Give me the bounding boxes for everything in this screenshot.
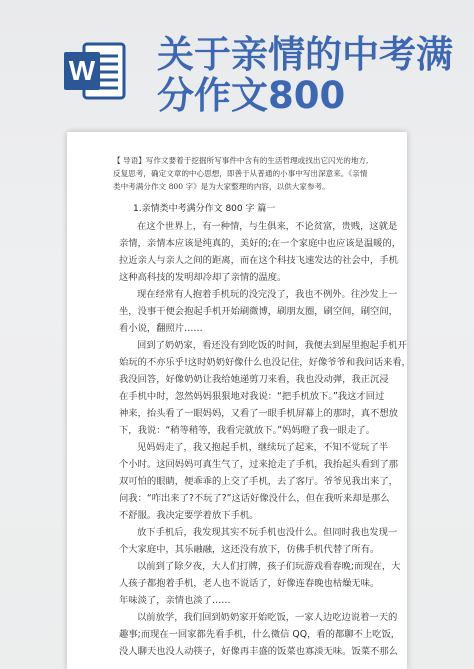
document-preview (67, 132, 411, 669)
page-title-line-1: 关于亲情的中考满 (157, 33, 453, 76)
essay-line: 现在经常有人抱着手机玩的没完没了，我也不例外。往沙发上一 (137, 289, 398, 300)
essay-line: 在这个世界上，有一种情，与生俱来，不论贫富，贵贱，这就是 (137, 221, 398, 232)
page-title-line-2: 分作文800 (157, 74, 346, 117)
essay-line: 以前放学，我们回到奶奶家开始吃饭，一家人边吃边说着一天的 (137, 612, 398, 623)
essay-line: 回到了奶奶家，看还没有到吃饭的时间，我便去到屋里抱起手机开 (137, 340, 407, 351)
header (0, 0, 474, 120)
section-heading: 1.亲情类中考满分作文 800 字 篇一 (133, 204, 276, 214)
essay-line: 双可怕的眼睛，便乖乖的上交了手机，去了客厅。爷爷见我出来了， (119, 476, 398, 487)
essay-body (119, 218, 411, 660)
essay-line: 放下手机后，我发现其实不玩手机也没什么。但同时我也发现一 (137, 527, 398, 538)
essay-line: 人孩子都抱着手机，老人也不说话了，好像连春晚也枯燥无味。 (119, 578, 380, 589)
essay-line: 看小说，翻照片…… (119, 323, 203, 334)
essay-line: 我没回答，好像奶奶让我给她递剪刀来看，我也没动弹，我正沉浸 (119, 374, 389, 385)
essay-line: 始玩的不亦乐乎!这时奶奶好像什么也没记住，好像爷爷和我问话来看， (119, 357, 411, 368)
guide-line: 反复思考，确定文章的中心思想，即善于从普通的小事中写出深意来。《亲情 (113, 169, 368, 178)
essay-line: 没人聊天也没人动筷子，好像再丰盛的饭菜也寡淡无味。饭菜不那么 (119, 646, 398, 657)
essay-line: 问我：“咋出来了?不玩了?”这话好像没什么，但在我听来却是那么 (119, 493, 390, 504)
essay-line: 亲情，亲情本应该是纯真的，美好的;在一个家庭中也应该是温暖的， (119, 238, 402, 249)
essay-line: 以前到了除夕夜，大人们打牌，孩子们玩游戏看春晚;而现在，大 (137, 561, 401, 572)
essay-line: 在手机中时，忽然妈妈狠狠地对我说：“把手机放下。”我这才回过 (119, 391, 385, 402)
essay-line: 不舒服。我决定要学着放下手机。 (119, 510, 259, 521)
essay-line: 这种高科技的发明却冷却了亲情的温度。 (119, 272, 287, 283)
guide-line: 类中考满分作文 800 字》是为大家整理的内容，以供大家参考。 (113, 182, 330, 191)
word-document-icon (62, 38, 128, 104)
guide-line: 【 导语】写作文要着于挖掘所写事件中含有的生活哲理或找出它闪光的地方, (113, 156, 369, 165)
essay-line: 个大家庭中，其乐融融，这还没有放下，仿佛手机代替了所有。 (119, 544, 380, 555)
svg-text:W: W (68, 55, 96, 86)
essay-line: 趣事;而现在一回家都先看手机，什么微信 QQ，看的都聊不上吃饭， (119, 629, 401, 640)
essay-line: 年味淡了，亲情也淡了…… (119, 595, 231, 606)
essay-line: 个小时。这回妈妈可真生气了，过来抢走了手机，我抬起头看到了那 (119, 459, 398, 470)
essay-line: 神来，抬头看了一眼妈妈，又看了一眼手机屏幕上的那时，真不想放 (119, 408, 398, 419)
essay-line: 坐，没事干便会抱起手机开始刷微博，刷朋友圈，刷空间，刷空间， (119, 306, 398, 317)
essay-line: 见妈妈走了，我又抱起手机，继续玩了起来，不知不觉玩了半 (137, 442, 389, 453)
guide-paragraph (113, 154, 373, 193)
essay-line: 下，我说：“稍等稍等，我看完就放下。”妈妈瞪了我一眼走了。 (119, 425, 375, 436)
essay-line: 拉近亲人与亲人之间的距离，而在这个科技飞速发达的社会中，手机 (119, 255, 398, 266)
